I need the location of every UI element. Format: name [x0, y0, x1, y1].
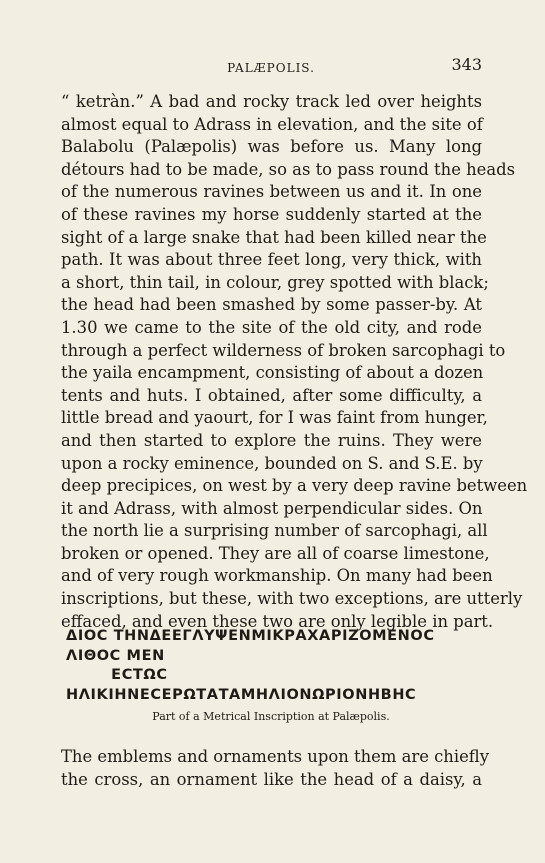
text-line: the north lie a surprising number of sarcophagi, all — [61, 521, 488, 541]
text-line: deep precipices, on west by a very deep ravine between — [61, 476, 528, 496]
text-line: little bread and yaourt, for I was faint from hunger, — [61, 408, 488, 428]
text-line: The emblems and ornaments upon them are chiefly — [61, 747, 489, 766]
text-line: Balabolu (Palæpolis) was before us. Many long — [61, 137, 482, 157]
text-line: through a perfect wilderness of broken sarcophagi to — [61, 340, 506, 360]
continuation-paragraph — [61, 746, 489, 791]
text-line: path. It was about three feet long, very thick, with — [61, 250, 482, 270]
greek-inscription — [66, 627, 476, 705]
text-line: almost equal to Adrass in elevation, and the site of — [61, 114, 483, 134]
text-line: the yaila encampment, consisting of about a dozen — [61, 363, 484, 383]
text-line: “ ketràn.” A bad and rocky track led over heights — [61, 92, 482, 111]
text-line: the cross, an ornament like the head of a daisy, a — [61, 769, 482, 789]
text-line: 1.30 we came to the site of the old city, and rode — [61, 317, 482, 337]
page-number: 343 — [451, 55, 482, 74]
text-line: the head had been smashed by some passer-by. At — [61, 295, 482, 315]
figure-caption: Part of a Metrical Inscription at Palæpolis. — [152, 710, 390, 723]
text-line: upon a rocky eminence, bounded on S. and S.E. by — [61, 453, 483, 473]
inscription-line: ΛΙΘΟϹ ΜΕΝ — [66, 647, 165, 664]
inscription-line: ΔΙΟϹ ΤΗΝΔΕΕΓΛΥΨΕΝΜΙΚΡΑΧΑΡΙΖΟΜΕΝΟϹ — [66, 628, 435, 644]
text-line: inscriptions, but these, with two exceptions, are utterly — [61, 589, 523, 609]
text-line: sight of a large snake that had been killed near the — [61, 227, 487, 247]
text-line: a short, thin tail, in colour, grey spotted with black; — [61, 272, 489, 292]
running-title: PALÆPOLIS. — [227, 61, 315, 75]
inscription-line: ΗΛΙΚΙΗΝΕϹΕΡΩΤΑΤΑΜΗΛΙΟΝΩΡΙΟΝΗΒΗϹ — [66, 686, 417, 703]
text-line: tents and huts. I obtained, after some difficulty, a — [61, 385, 482, 405]
text-line: effaced, and even these two are only legible in part. — [61, 611, 494, 631]
text-line: détours had to be made, so as to pass round the heads — [61, 159, 516, 179]
text-line: of these ravines my horse suddenly started at the — [61, 204, 482, 224]
text-line: broken or opened. They are all of coarse limestone, — [61, 543, 490, 563]
text-line: and of very rough workmanship. On many had been — [61, 566, 493, 586]
text-line: and then started to explore the ruins. They were — [61, 430, 482, 450]
running-header — [60, 55, 482, 79]
body-paragraph — [61, 91, 528, 633]
text-line: of the numerous ravines between us and it. In one — [61, 182, 482, 202]
inscription-line: ΕϹΤΩϹ — [66, 667, 168, 683]
text-line: it and Adrass, with almost perpendicular sides. On — [61, 498, 483, 518]
